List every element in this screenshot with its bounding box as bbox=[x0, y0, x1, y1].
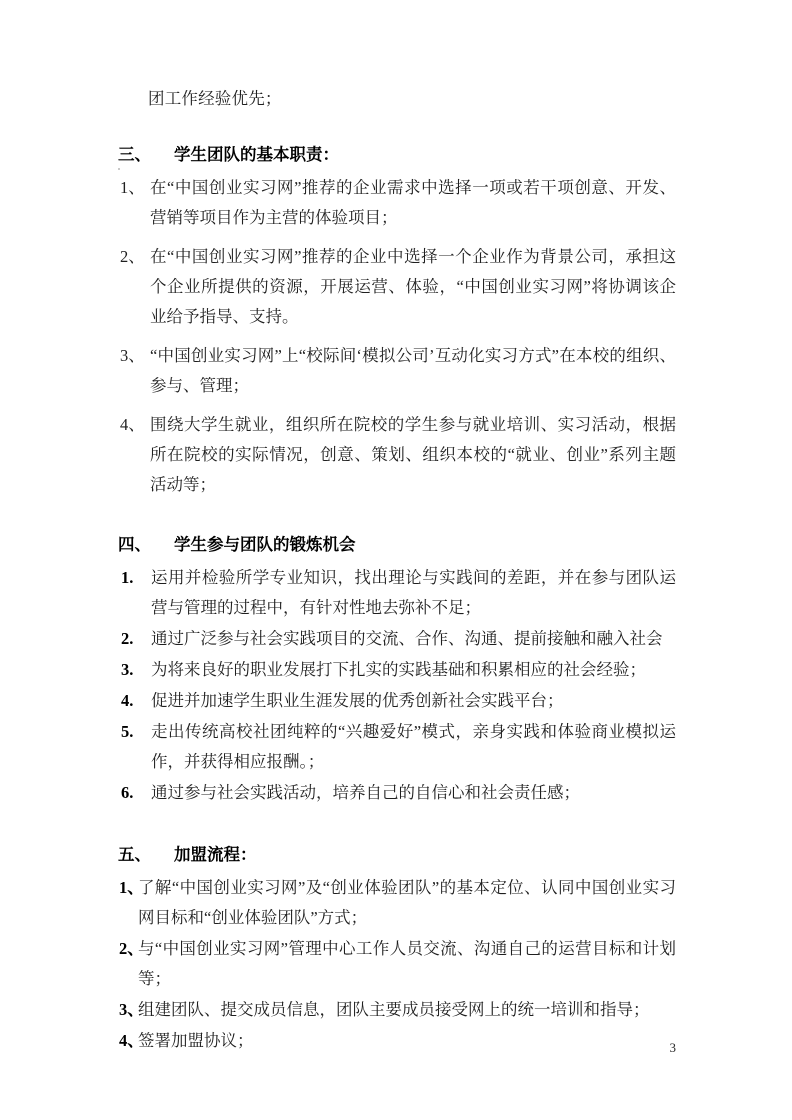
section-title-iv: 学生参与团队的锻炼机会 bbox=[174, 535, 356, 554]
list-item-text: 与“中国创业实习网”管理中心工作人员交流、沟通自己的运营目标和计划等； bbox=[138, 939, 676, 988]
section-heading-v bbox=[118, 840, 676, 870]
list-item bbox=[118, 173, 676, 233]
section-title-v: 加盟流程： bbox=[174, 845, 257, 864]
list-item-text: 在“中国创业实习网”推荐的企业需求中选择一项或若干项创意、开发、营销等项目作为主营的体验项目； bbox=[150, 178, 676, 227]
list-item bbox=[118, 410, 676, 500]
list-marker: 1. bbox=[121, 568, 134, 587]
list-item bbox=[118, 242, 676, 332]
list-marker: 1、 bbox=[120, 178, 145, 197]
list-marker: 3、 bbox=[120, 346, 145, 365]
list-item bbox=[118, 563, 676, 623]
page-number: 3 bbox=[669, 1040, 676, 1055]
list-marker: 3、 bbox=[119, 1000, 144, 1019]
list-item bbox=[118, 873, 676, 933]
list-marker: 5. bbox=[121, 722, 134, 741]
list-marker: 4、 bbox=[119, 1031, 144, 1050]
list-item bbox=[118, 341, 676, 401]
list-item-text: 签署加盟协议； bbox=[138, 1031, 254, 1050]
list-marker: 2、 bbox=[119, 939, 144, 958]
section-v-list bbox=[118, 873, 676, 1056]
list-item-text: 为将来良好的职业发展打下扎实的实践基础和积累相应的社会经验； bbox=[151, 660, 646, 679]
list-item bbox=[118, 995, 676, 1025]
section-title-iii: 学生团队的基本职责： bbox=[174, 145, 339, 164]
list-item-text: 促进并加速学生职业生涯发展的优秀创新社会实践平台； bbox=[151, 691, 564, 710]
section-number-v: 五、 bbox=[118, 845, 151, 864]
section-iv-list bbox=[118, 563, 676, 808]
list-item-text: 走出传统高校社团纯粹的“兴趣爱好”模式，亲身实践和体验商业模拟运作，并获得相应报酬。； bbox=[151, 722, 676, 771]
list-item-text: “中国创业实习网”上“校际间‘模拟公司’互动化实习方式”在本校的组织、参与、管理； bbox=[150, 346, 676, 395]
section-heading-iii bbox=[118, 140, 676, 170]
list-marker: 1、 bbox=[119, 878, 144, 897]
document-body bbox=[118, 84, 676, 1057]
list-item-text: 在“中国创业实习网”推荐的企业中选择一个企业作为背景公司，承担这个企业所提供的资源，开展运营、体验，“中国创业实习网”将协调该企业给予指导、支持。 bbox=[150, 247, 676, 326]
list-marker: 2. bbox=[121, 629, 134, 648]
list-item bbox=[118, 655, 676, 685]
list-item-text: 通过参与社会实践活动，培养自己的自信心和社会责任感； bbox=[151, 783, 580, 802]
list-marker: 3. bbox=[121, 660, 134, 679]
section-iii-list bbox=[118, 173, 676, 500]
section-heading-iv bbox=[118, 530, 676, 560]
list-item bbox=[118, 934, 676, 994]
list-item bbox=[118, 624, 676, 654]
list-item-text: 组建团队、提交成员信息，团队主要成员接受网上的统一培训和指导； bbox=[138, 1000, 650, 1019]
list-item-text: 了解“中国创业实习网”及“创业体验团队”的基本定位、认同中国创业实习网目标和“创业体验团队”方式； bbox=[138, 878, 676, 927]
section-number-iv: 四、 bbox=[118, 535, 151, 554]
list-item bbox=[118, 717, 676, 777]
list-marker: 4、 bbox=[120, 415, 145, 434]
list-item bbox=[118, 778, 676, 808]
list-item-text: 围绕大学生就业，组织所在院校的学生参与就业培训、实习活动，根据所在院校的实际情况，创意、策划、组织本校的“就业、创业”系列主题活动等； bbox=[150, 415, 676, 494]
continuation-line: 团工作经验优先； bbox=[148, 89, 282, 108]
list-marker: 2、 bbox=[120, 247, 145, 266]
list-item-text: 运用并检验所学专业知识，找出理论与实践间的差距，并在参与团队运营与管理的过程中，有针对性地去弥补不足； bbox=[151, 568, 676, 617]
list-item-text: 通过广泛参与社会实践项目的交流、合作、沟通、提前接触和融入社会 bbox=[151, 629, 663, 648]
list-item bbox=[118, 686, 676, 716]
section-number-iii: 三、 bbox=[118, 145, 151, 164]
list-marker: 4. bbox=[121, 691, 134, 710]
list-marker: 6. bbox=[121, 783, 134, 802]
